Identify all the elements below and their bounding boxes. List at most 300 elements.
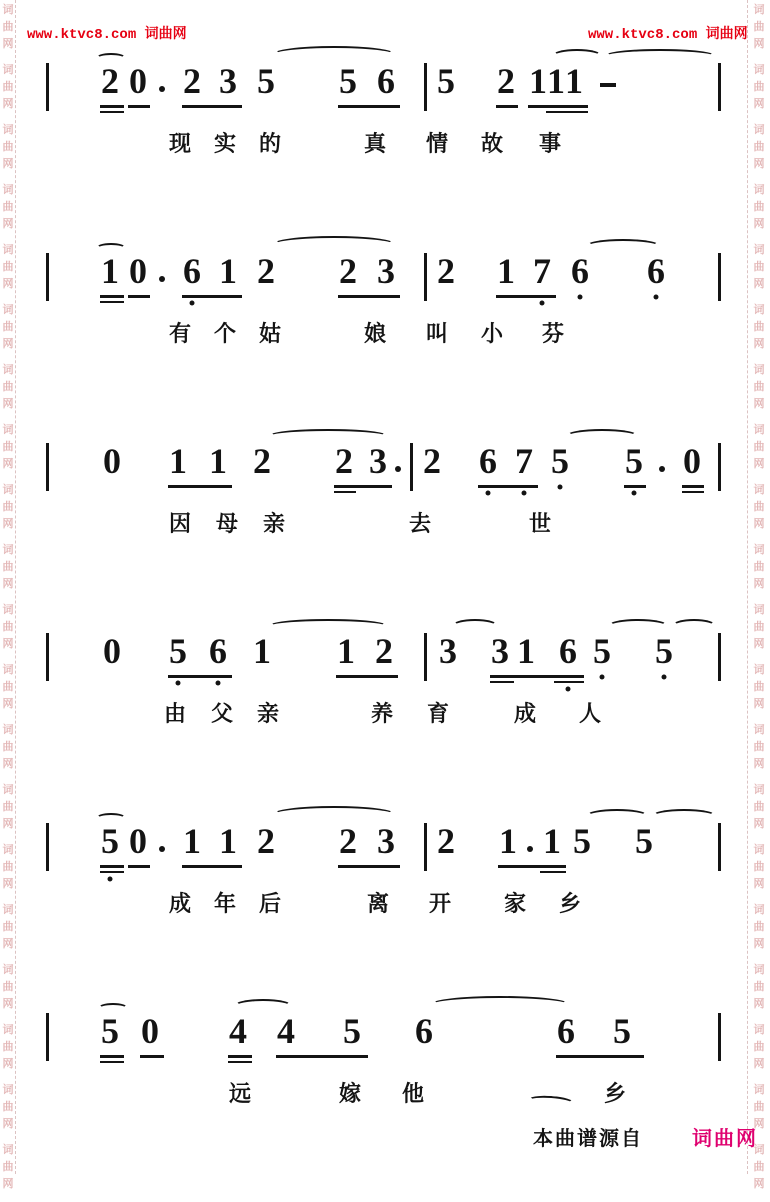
note-digit: 1 — [547, 61, 565, 101]
low-octave-dot — [108, 877, 113, 882]
note-digit: 6 — [209, 631, 227, 671]
watermark-char: 词 — [2, 1024, 14, 1036]
watermark-char: 网 — [753, 1058, 765, 1070]
slur-tie-arc — [268, 619, 388, 633]
barline — [410, 443, 413, 491]
lyric-char: 亲 — [256, 701, 280, 726]
watermark-char: 词 — [2, 544, 14, 556]
slur-tie-arc — [452, 619, 498, 633]
watermark-char: 网 — [753, 818, 765, 830]
watermark-char: 曲 — [2, 561, 14, 573]
watermark-char: 网 — [753, 638, 765, 650]
watermark-char: 词 — [2, 724, 14, 736]
note-digit: 2 — [183, 61, 201, 101]
note-digit: 0 — [103, 631, 121, 671]
note-digit: 2 — [497, 61, 515, 101]
duration-underline — [128, 865, 150, 868]
duration-underline — [540, 871, 566, 874]
watermark-char: 网 — [753, 38, 765, 50]
note-digit: 5 — [101, 821, 119, 861]
watermark-char: 词 — [753, 484, 765, 496]
barline — [718, 633, 721, 681]
watermark-char: 网 — [753, 338, 765, 350]
note-digit: 1 — [529, 61, 547, 101]
music-system-3 — [0, 441, 770, 553]
watermark-char: 曲 — [753, 621, 765, 633]
note-digit: 5 — [101, 1011, 119, 1051]
note-digit: 5 — [437, 61, 455, 101]
duration-underline — [168, 485, 232, 488]
note-digit: 5 — [169, 631, 187, 671]
duration-underline — [336, 675, 398, 678]
watermark-char: 词 — [2, 184, 14, 196]
watermark-char: 曲 — [2, 501, 14, 513]
watermark-char: 曲 — [753, 1041, 765, 1053]
music-system-1 — [0, 61, 770, 173]
note-digit: 1 — [543, 821, 561, 861]
lyric-char: 育 — [426, 701, 450, 726]
footer-site-name: 词曲网 — [692, 1128, 758, 1150]
note-digit: 1 — [497, 251, 515, 291]
watermark-char: 网 — [2, 998, 14, 1010]
duration-underline — [168, 675, 232, 678]
watermark-char: 曲 — [2, 381, 14, 393]
duration-underline — [490, 681, 514, 684]
slur-tie-arc — [430, 996, 570, 1013]
note-digit: 5 — [655, 631, 673, 671]
barline — [46, 633, 49, 681]
note-digit: 5 — [573, 821, 591, 861]
watermark-char: 曲 — [753, 261, 765, 273]
watermark-char: 网 — [2, 158, 14, 170]
lyric-char: 成 — [168, 891, 192, 916]
lyric-char: 情 — [425, 131, 449, 156]
note-digit: 7 — [515, 441, 533, 481]
lyric-char: 人 — [578, 701, 602, 726]
barline — [424, 253, 427, 301]
lyric-char: 养 — [370, 701, 394, 726]
note-digit: 5 — [551, 441, 569, 481]
watermark-char: 网 — [753, 698, 765, 710]
note-digit: 1 — [565, 61, 583, 101]
note-digit: 3 — [439, 631, 457, 671]
low-octave-dot — [216, 681, 221, 686]
watermark-char: 网 — [753, 278, 765, 290]
low-octave-dot — [578, 295, 583, 300]
music-system-4 — [0, 631, 770, 743]
note-digit: 3 — [377, 251, 395, 291]
watermark-char: 词 — [753, 4, 765, 16]
watermark-char: 曲 — [2, 441, 14, 453]
note-digit: 5 — [343, 1011, 361, 1051]
watermark-char: 曲 — [2, 681, 14, 693]
watermark-char: 网 — [2, 818, 14, 830]
slur-tie-arc — [566, 429, 638, 443]
augmentation-dot — [159, 276, 165, 282]
watermark-char: 网 — [2, 98, 14, 110]
lyric-char: 母 — [215, 511, 239, 536]
duration-underline — [556, 1055, 644, 1058]
lyric-char: 年 — [213, 891, 237, 916]
low-octave-dot — [654, 295, 659, 300]
note-digit: 5 — [339, 61, 357, 101]
note-digit: 3 — [219, 61, 237, 101]
watermark-char: 网 — [753, 878, 765, 890]
low-octave-dot — [632, 491, 637, 496]
watermark-char: 曲 — [753, 861, 765, 873]
watermark-char: 网 — [753, 578, 765, 590]
watermark-char: 曲 — [753, 981, 765, 993]
augmentation-dot — [159, 86, 165, 92]
slur-tie-arc — [234, 999, 292, 1013]
duration-underline — [546, 111, 588, 114]
watermark-char: 曲 — [2, 621, 14, 633]
duration-underline — [100, 871, 124, 874]
low-octave-dot — [558, 485, 563, 490]
note-digit: 6 — [377, 61, 395, 101]
watermark-char: 网 — [753, 398, 765, 410]
barline — [718, 823, 721, 871]
watermark-char: 曲 — [2, 861, 14, 873]
slur-tie-arc — [96, 243, 126, 253]
slur-tie-arc — [672, 619, 716, 633]
watermark-char: 网 — [753, 518, 765, 530]
lyric-char: 由 — [163, 701, 187, 726]
watermark-char: 词 — [753, 1084, 765, 1096]
duration-underline — [182, 295, 242, 298]
barline — [424, 633, 427, 681]
duration-underline — [334, 485, 392, 488]
duration-underline — [100, 301, 124, 304]
duration-underline — [128, 105, 150, 108]
watermark-char: 曲 — [753, 741, 765, 753]
low-octave-dot — [566, 687, 571, 692]
augmentation-dot — [527, 846, 533, 852]
watermark-char: 网 — [2, 218, 14, 230]
watermark-char: 网 — [2, 698, 14, 710]
note-digit: 2 — [437, 251, 455, 291]
watermark-char: 网 — [753, 1118, 765, 1130]
watermark-char: 网 — [753, 998, 765, 1010]
watermark-char: 词 — [753, 364, 765, 376]
watermark-char: 曲 — [753, 1161, 765, 1173]
note-digit: 0 — [103, 441, 121, 481]
slur-tie-arc — [608, 619, 668, 633]
note-digit: 2 — [375, 631, 393, 671]
watermark-char: 词 — [753, 244, 765, 256]
watermark-char: 网 — [753, 758, 765, 770]
watermark-char: 曲 — [2, 741, 14, 753]
barline — [424, 63, 427, 111]
note-digit: 2 — [257, 821, 275, 861]
watermark-char: 词 — [2, 964, 14, 976]
duration-underline — [100, 111, 124, 114]
duration-underline — [338, 865, 400, 868]
lyric-char: 乡 — [603, 1081, 627, 1106]
duration-underline — [100, 295, 124, 298]
lyric-char: 世 — [528, 511, 552, 536]
watermark-char: 词 — [2, 424, 14, 436]
lyric-char: 开 — [428, 891, 452, 916]
watermark-char: 词 — [753, 964, 765, 976]
watermark-char: 曲 — [2, 81, 14, 93]
duration-underline — [338, 105, 400, 108]
watermark-char: 曲 — [753, 921, 765, 933]
note-digit: 6 — [571, 251, 589, 291]
music-system-5 — [0, 821, 770, 933]
watermark-char: 曲 — [2, 261, 14, 273]
low-octave-dot — [522, 491, 527, 496]
watermark-char: 网 — [2, 458, 14, 470]
note-digit: 0 — [129, 251, 147, 291]
note-digit: 1 — [517, 631, 535, 671]
duration-underline — [338, 295, 400, 298]
duration-underline — [624, 485, 646, 488]
duration-underline — [100, 1061, 124, 1064]
watermark-char: 词 — [753, 904, 765, 916]
note-digit: 1 — [169, 441, 187, 481]
watermark-char: 曲 — [2, 921, 14, 933]
note-digit: 1 — [253, 631, 271, 671]
watermark-char: 曲 — [2, 321, 14, 333]
lyric-char: 成 — [513, 701, 537, 726]
slur-tie-arc — [272, 806, 396, 823]
note-digit: 2 — [339, 251, 357, 291]
duration-underline — [128, 295, 150, 298]
note-digit: 6 — [647, 251, 665, 291]
duration-underline — [554, 681, 584, 684]
note-digit: 2 — [339, 821, 357, 861]
augmentation-dot — [159, 846, 165, 852]
watermark-char: 词 — [753, 304, 765, 316]
slur-tie-arc — [552, 49, 602, 63]
watermark-char: 词 — [753, 1024, 765, 1036]
watermark-char: 网 — [753, 98, 765, 110]
watermark-char: 曲 — [753, 681, 765, 693]
watermark-char: 词 — [2, 1084, 14, 1096]
note-digit: 5 — [593, 631, 611, 671]
note-digit: 2 — [253, 441, 271, 481]
duration-underline — [182, 865, 242, 868]
note-digit: 5 — [613, 1011, 631, 1051]
watermark-char: 词 — [2, 124, 14, 136]
barline — [718, 63, 721, 111]
note-digit: 2 — [257, 251, 275, 291]
duration-underline — [496, 105, 518, 108]
slur-tie-arc — [98, 1003, 128, 1013]
note-digit: 0 — [129, 821, 147, 861]
watermark-char: 曲 — [2, 801, 14, 813]
augmentation-dot — [659, 466, 665, 472]
note-digit: 3 — [369, 441, 387, 481]
note-digit: 6 — [479, 441, 497, 481]
watermark-char: 词 — [753, 784, 765, 796]
watermark-char: 词 — [2, 4, 14, 16]
lyric-char: 事 — [538, 131, 562, 156]
lyric-char: 离 — [366, 891, 390, 916]
watermark-char: 曲 — [753, 561, 765, 573]
watermark-char: 网 — [753, 1178, 765, 1190]
watermark-char: 词 — [753, 184, 765, 196]
lyric-char: 有 — [168, 321, 192, 346]
watermark-char: 网 — [2, 578, 14, 590]
top-left-site-watermark: www.ktvc8.com 词曲网 — [27, 27, 187, 43]
watermark-char: 网 — [2, 878, 14, 890]
held-note-dash — [600, 83, 616, 87]
note-digit: 5 — [625, 441, 643, 481]
slur-tie-arc — [268, 429, 388, 443]
lyric-char: 芬 — [541, 321, 565, 346]
watermark-char: 网 — [2, 278, 14, 290]
slur-tie-arc — [96, 813, 126, 823]
watermark-char: 网 — [2, 638, 14, 650]
low-octave-dot — [600, 675, 605, 680]
note-digit: 4 — [229, 1011, 247, 1051]
note-digit: 1 — [183, 821, 201, 861]
footer-source-label: 本曲谱源自 — [533, 1128, 643, 1150]
watermark-char: 网 — [2, 1178, 14, 1190]
watermark-char: 曲 — [753, 201, 765, 213]
lyric-char: 实 — [213, 131, 237, 156]
slur-tie-arc — [272, 46, 396, 63]
slur-tie-arc — [604, 49, 716, 63]
lyric-char: 远 — [228, 1081, 252, 1106]
note-digit: 2 — [101, 61, 119, 101]
duration-underline — [228, 1055, 252, 1058]
watermark-char: 词 — [2, 364, 14, 376]
watermark-char: 网 — [753, 458, 765, 470]
watermark-char: 词 — [2, 304, 14, 316]
right-dashed-rule — [747, 0, 748, 1174]
watermark-char: 网 — [2, 338, 14, 350]
duration-underline — [478, 485, 538, 488]
note-digit: 6 — [559, 631, 577, 671]
note-digit: 1 — [209, 441, 227, 481]
music-system-2 — [0, 251, 770, 363]
duration-underline — [496, 295, 556, 298]
watermark-char: 词 — [753, 724, 765, 736]
note-digit: 6 — [557, 1011, 575, 1051]
note-digit: 2 — [423, 441, 441, 481]
watermark-char: 词 — [2, 784, 14, 796]
watermark-char: 曲 — [753, 441, 765, 453]
augmentation-dot — [395, 466, 401, 472]
note-digit: 0 — [129, 61, 147, 101]
watermark-char: 曲 — [753, 321, 765, 333]
note-digit: 5 — [257, 61, 275, 101]
lyric-char: 叫 — [425, 321, 449, 346]
watermark-char: 词 — [2, 904, 14, 916]
lyric-char: 姑 — [258, 321, 282, 346]
duration-underline — [682, 491, 704, 494]
watermark-char: 曲 — [2, 21, 14, 33]
note-digit: 2 — [437, 821, 455, 861]
watermark-char: 网 — [2, 38, 14, 50]
barline — [424, 823, 427, 871]
duration-underline — [100, 1055, 124, 1058]
duration-underline — [490, 675, 584, 678]
low-octave-dot — [486, 491, 491, 496]
barline — [46, 253, 49, 301]
left-dashed-rule — [15, 0, 16, 1174]
slur-tie-arc — [96, 53, 126, 63]
watermark-char: 网 — [2, 758, 14, 770]
low-octave-dot — [190, 301, 195, 306]
low-octave-dot — [176, 681, 181, 686]
barline — [718, 1013, 721, 1061]
duration-underline — [682, 485, 704, 488]
duration-underline — [528, 105, 588, 108]
barline — [46, 1013, 49, 1061]
watermark-char: 网 — [753, 938, 765, 950]
lyric-char: 亲 — [262, 511, 286, 536]
lyric-char: 个 — [213, 321, 237, 346]
lyric-char: 娘 — [363, 321, 387, 346]
lyric-char: 因 — [168, 511, 192, 536]
note-digit: 1 — [499, 821, 517, 861]
music-system-6 — [0, 1011, 770, 1123]
barline — [46, 63, 49, 111]
duration-underline — [334, 491, 356, 494]
note-digit: 3 — [377, 821, 395, 861]
barline — [718, 443, 721, 491]
lyric-char: 真 — [363, 131, 387, 156]
watermark-char: 词 — [2, 64, 14, 76]
lyric-char: 后 — [258, 891, 282, 916]
note-digit: 1 — [219, 251, 237, 291]
note-digit: 4 — [277, 1011, 295, 1051]
watermark-char: 词 — [753, 844, 765, 856]
lyric-char: 嫁 — [338, 1081, 362, 1106]
note-digit: 0 — [683, 441, 701, 481]
barline — [46, 443, 49, 491]
lyric-char: 的 — [258, 131, 282, 156]
lyric-char: 故 — [480, 131, 504, 156]
watermark-char: 网 — [2, 938, 14, 950]
note-digit: 2 — [335, 441, 353, 481]
watermark-char: 网 — [753, 158, 765, 170]
watermark-char: 词 — [2, 604, 14, 616]
note-digit: 6 — [415, 1011, 433, 1051]
note-digit: 0 — [141, 1011, 159, 1051]
watermark-char: 网 — [753, 218, 765, 230]
watermark-char: 网 — [2, 518, 14, 530]
barline — [718, 253, 721, 301]
slur-tie-arc — [272, 236, 396, 253]
watermark-char: 曲 — [753, 501, 765, 513]
watermark-char: 曲 — [2, 141, 14, 153]
watermark-char: 词 — [753, 424, 765, 436]
lyric-char: 小 — [480, 321, 504, 346]
note-digit: 7 — [533, 251, 551, 291]
lyric-char: 家 — [503, 891, 527, 916]
watermark-char: 词 — [2, 664, 14, 676]
slur-tie-arc — [652, 809, 716, 823]
lyric-char: 乡 — [558, 891, 582, 916]
note-digit: 6 — [183, 251, 201, 291]
watermark-char: 曲 — [2, 1041, 14, 1053]
watermark-char: 词 — [2, 844, 14, 856]
watermark-char: 曲 — [753, 1101, 765, 1113]
note-digit: 1 — [101, 251, 119, 291]
watermark-char: 词 — [2, 1144, 14, 1156]
watermark-char: 词 — [2, 484, 14, 496]
watermark-char: 曲 — [753, 801, 765, 813]
watermark-char: 曲 — [753, 141, 765, 153]
watermark-char: 词 — [753, 64, 765, 76]
watermark-char: 曲 — [2, 1101, 14, 1113]
lyric-char: 现 — [168, 131, 192, 156]
